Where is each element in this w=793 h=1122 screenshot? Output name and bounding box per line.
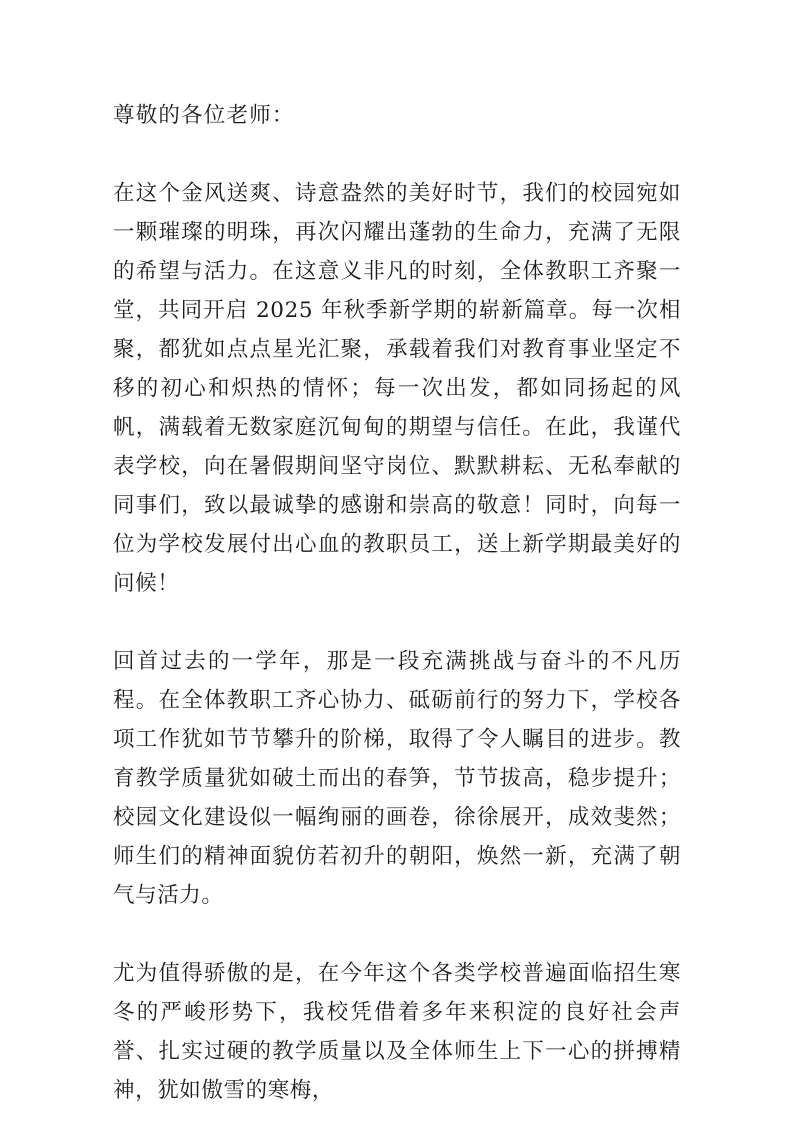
salutation-line: 尊敬的各位老师： — [113, 103, 295, 128]
document-text-column — [113, 96, 681, 1110]
paragraph-spacer — [113, 915, 681, 954]
paragraph-spacer — [113, 603, 681, 642]
paragraph-spacer — [113, 135, 681, 174]
body-paragraph-3: 尤为值得骄傲的是，在今年这个各类学校普遍面临招生寒冬的严峻形势下，我校凭借着多年来积淀的良好社会声誉、扎实过硬的教学质量以及全体师生上下一心的拼搏精神，犹如傲雪的寒梅， — [113, 961, 681, 1103]
body-paragraph-2: 回首过去的一学年，那是一段充满挑战与奋斗的不凡历程。在全体教职工齐心协力、砥砺前行的努力下，学校各项工作犹如节节攀升的阶梯，取得了令人瞩目的进步。教育教学质量犹如破土而出的春笋，节节拔高，稳步提升；校园文化建设似一幅绚丽的画卷，徐徐展开，成效斐然；师生们的精神面貌仿若初升的朝阳，焕然一新，充满了朝气与活力。 — [113, 649, 681, 908]
body-paragraph-1: 在这个金风送爽、诗意盎然的美好时节，我们的校园宛如一颗璀璨的明珠，再次闪耀出蓬勃的生命力，充满了无限的希望与活力。在这意义非凡的时刻，全体教职工齐聚一堂，共同开启 2025 年秋季新学期的崭新篇章。每一次相聚，都犹如点点星光汇聚，承载着我们对教育事业坚定不移的初心和炽热的情怀；每一次出发，都如同扬起的风帆，满载着无数家庭沉甸甸的期望与信任。在此，我谨代表学校，向在暑假期间坚守岗位、默默耕耘、无私奉献的同事们，致以最诚挚的感谢和崇高的敬意！同时，向每一位为学校发展付出心血的教职员工，送上新学期最美好的问候！ — [113, 181, 681, 596]
